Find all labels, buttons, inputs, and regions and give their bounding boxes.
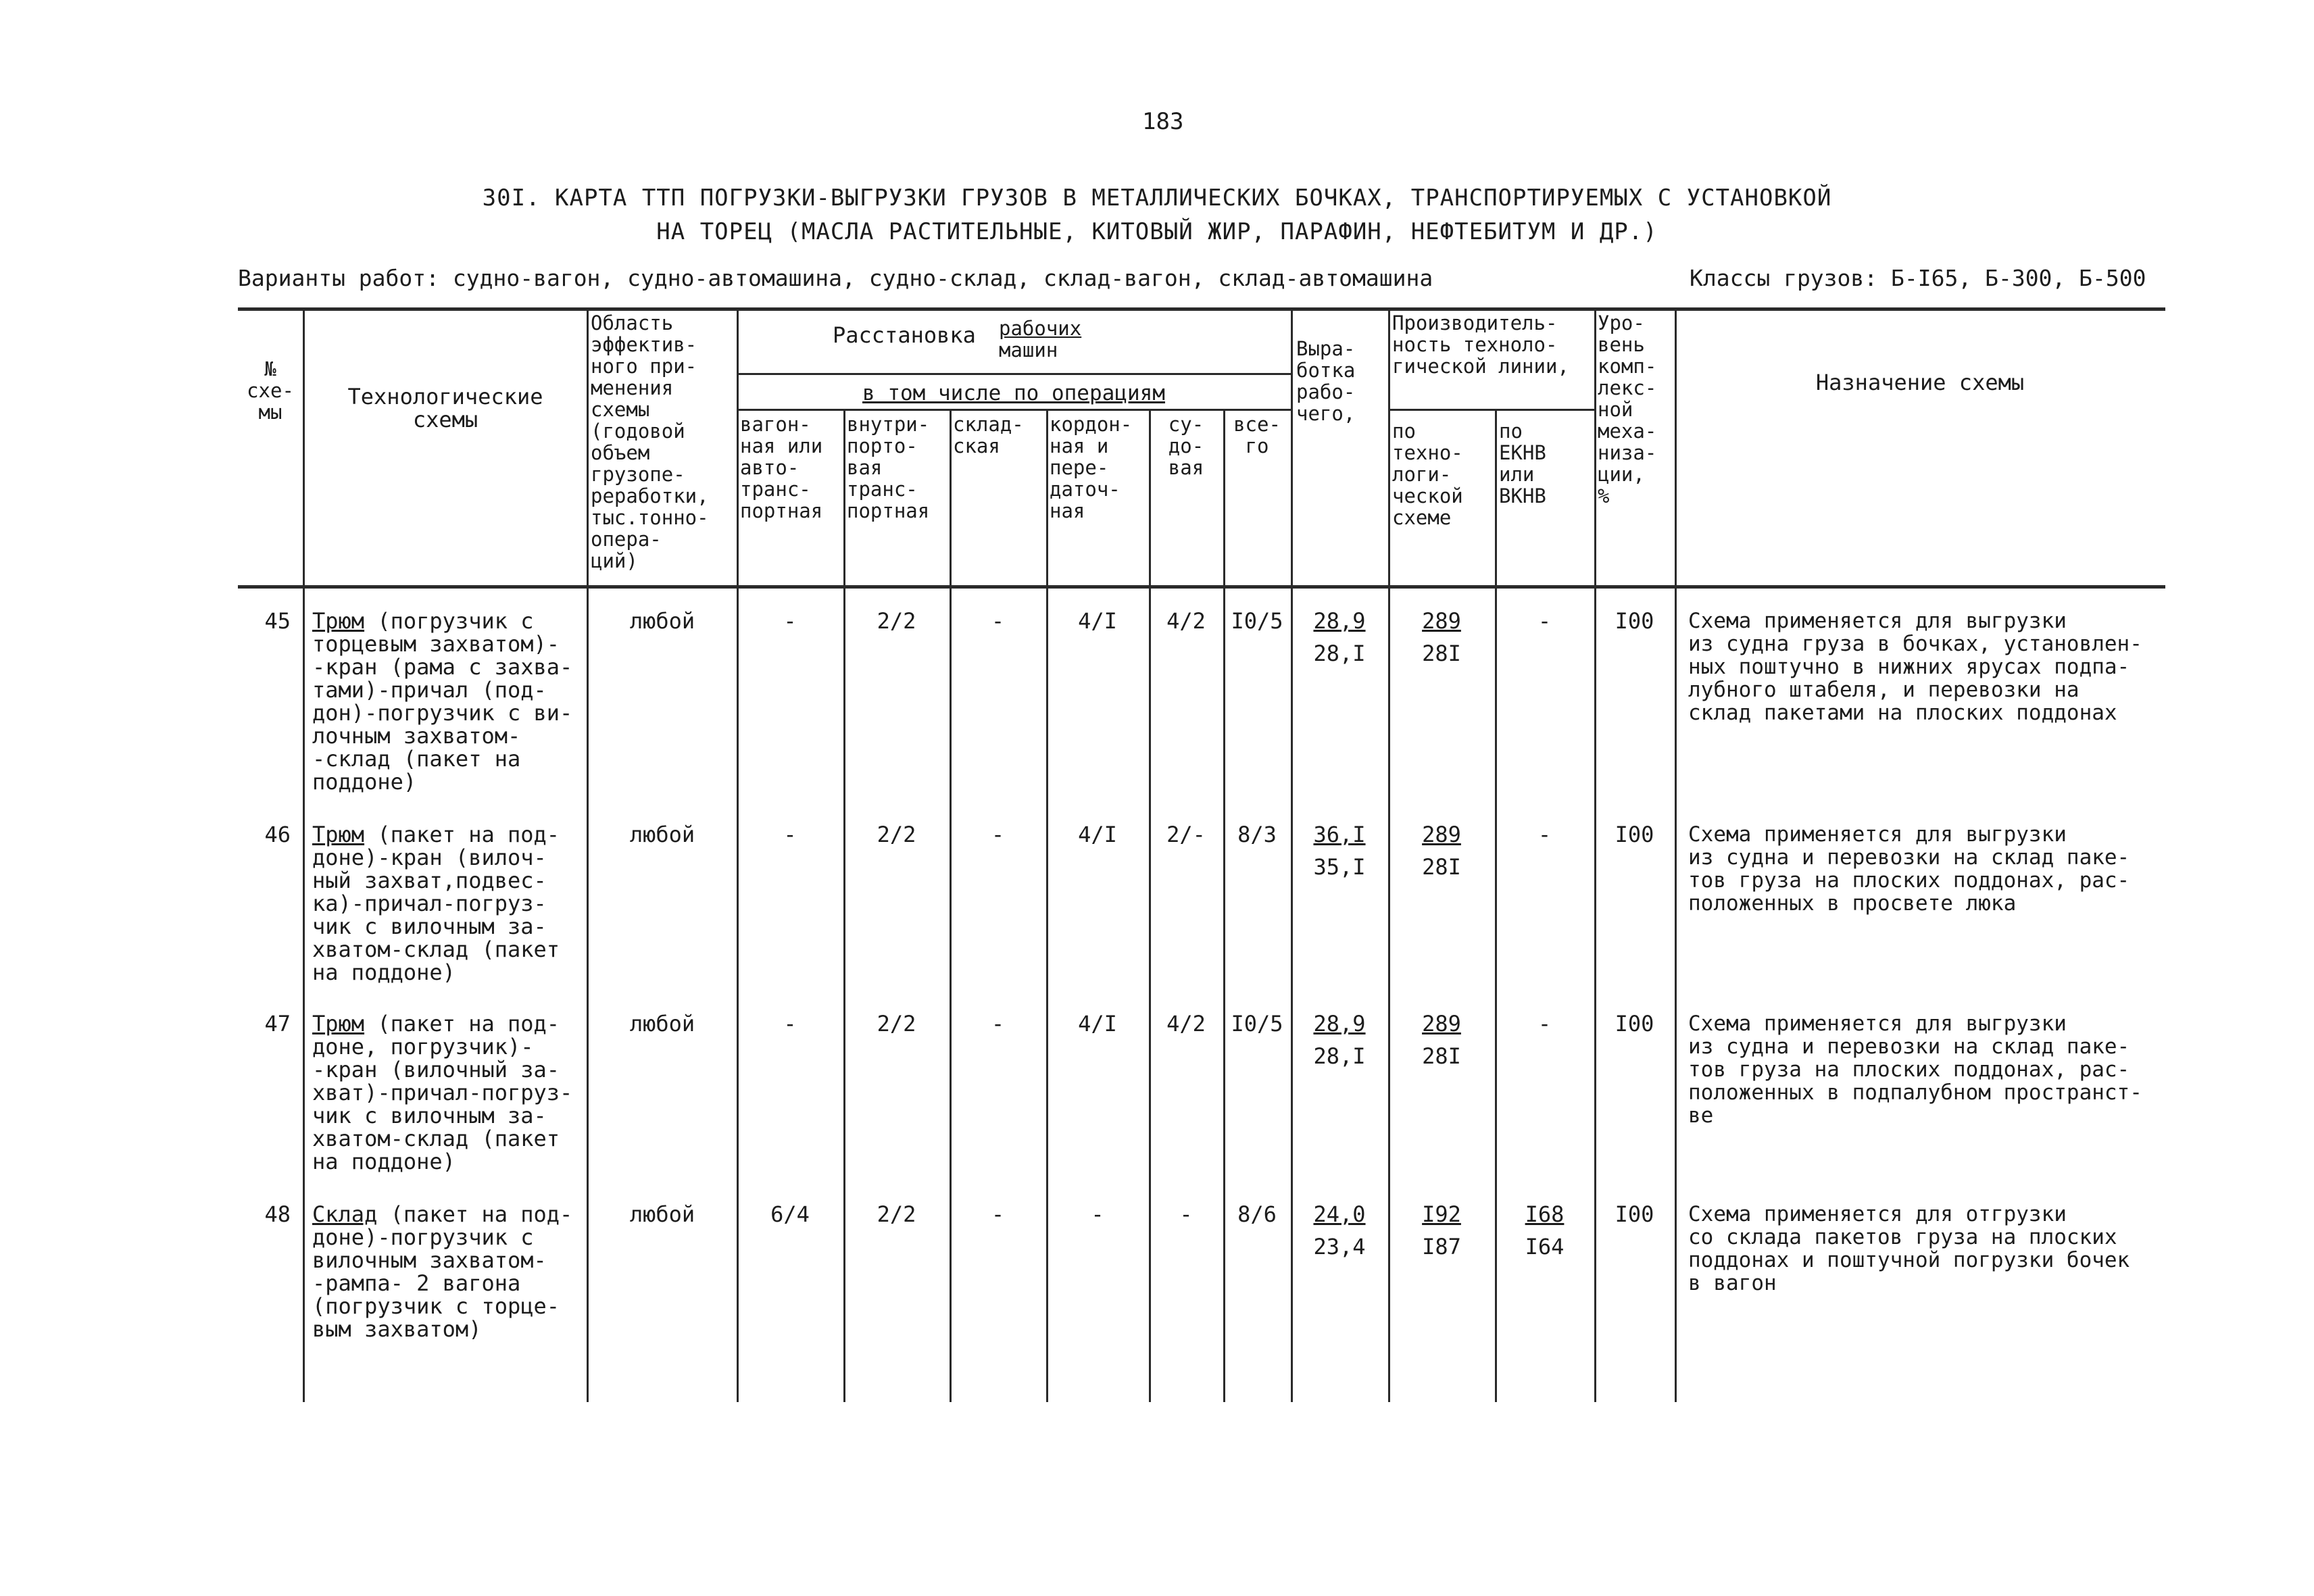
scheme-start-point: Трюм: [312, 822, 365, 847]
header-op-total: все- го: [1233, 413, 1281, 457]
row-op-internal: 2/2: [877, 1201, 916, 1227]
row-scheme-number: 46: [264, 822, 291, 847]
row-prod-scheme-actual: 28I: [1422, 854, 1461, 880]
row-op-storage: -: [991, 1201, 1005, 1227]
scheme-description: (пакет на под- доне, погрузчик)- -кран (вилочный за- хват)-причал-погруз- чик с вилочным за- хватом-склад (пакет на поддоне): [312, 1011, 573, 1174]
header-scheme-number: № схе- мы: [247, 357, 294, 424]
productivity-rule: [1388, 409, 1594, 411]
row-prod-eknv-actual: I64: [1525, 1234, 1565, 1260]
scheme-start-point: Склад: [312, 1201, 378, 1227]
col-divider: [1223, 409, 1225, 1402]
row-purpose: Схема применяется для выгрузки из судна груза в бочках, установлен- ных поштучно в нижних ярусах подпа- лубного штабеля, и перевозки на склад пакетами на плоских поддонах: [1688, 609, 2142, 725]
row-output-rate: 36,I: [1313, 822, 1366, 847]
row-op-total: 8/3: [1237, 822, 1277, 847]
row-op-cordon: 4/I: [1078, 822, 1117, 847]
row-op-ship: 2/-: [1166, 822, 1206, 847]
header-bottom-rule: [238, 585, 2165, 589]
row-prod-eknv: -: [1537, 1011, 1552, 1037]
header-by-operations: в том числе по операциям: [862, 381, 1165, 405]
header-application-area: Область эффектив- ного при- менения схемы (годовой объем грузопе- реработки, тыс.тонно- опера- ций): [591, 311, 709, 572]
row-purpose: Схема применяется для отгрузки со склада пакетов груза на плоских поддонах и поштучной погрузки бочек в вагон: [1688, 1202, 2130, 1295]
row-op-storage: -: [991, 1011, 1005, 1037]
row-prod-eknv: -: [1537, 608, 1552, 634]
row-op-wagon: -: [783, 822, 797, 847]
row-op-internal: 2/2: [877, 608, 916, 634]
row-scheme-text: [312, 1012, 585, 1173]
col-divider: [1149, 409, 1151, 1402]
row-output-actual: 28,I: [1313, 641, 1366, 666]
col-divider: [587, 307, 589, 1402]
row-op-storage: -: [991, 608, 1005, 634]
col-divider: [843, 409, 845, 1402]
row-output-actual: 23,4: [1313, 1234, 1366, 1260]
header-scheme-purpose: Назначение схемы: [1815, 370, 2025, 395]
row-op-wagon: -: [783, 608, 797, 634]
row-op-ship: 4/2: [1166, 1011, 1206, 1037]
row-purpose: Схема применяется для выгрузки из судна и перевозки на склад паке- тов груза на плоских поддонах, рас- положенных в просвете люка: [1688, 822, 2130, 916]
col-divider: [1594, 307, 1596, 1402]
row-mechanization: I00: [1615, 608, 1654, 634]
row-prod-scheme-rate: 289: [1422, 822, 1461, 847]
work-variants: Варианты работ: судно-вагон, судно-автомашина, судно-склад, склад-вагон, склад-автомашина: [238, 265, 1433, 291]
scheme-start-point: Трюм: [312, 608, 365, 634]
card-title-line-2: НА ТОРЕЦ (МАСЛА РАСТИТЕЛЬНЫЕ, КИТОВЫЙ ЖИР, ПАРАФИН, НЕФТЕБИТУМ И ДР.): [656, 218, 1658, 245]
ops-rule: [737, 409, 1291, 411]
row-scheme-number: 47: [264, 1011, 291, 1037]
row-application-area: любой: [629, 1011, 695, 1037]
header-placement-machines: машин: [999, 339, 1058, 361]
row-op-internal: 2/2: [877, 1011, 916, 1037]
scheme-description: (погрузчик с торцевым захватом)- -кран (рама с захва- тами)-причал (под- дон)-погрузчик с ви- лочным захватом- -склад (пакет на поддоне): [312, 608, 573, 795]
row-output-actual: 28,I: [1313, 1043, 1366, 1069]
cargo-classes: Классы грузов: Б-I65, Б-300, Б-500: [1690, 265, 2146, 291]
row-application-area: любой: [629, 608, 695, 634]
row-op-cordon: 4/I: [1078, 608, 1117, 634]
row-output-rate: 24,0: [1313, 1201, 1366, 1227]
row-purpose: Схема применяется для выгрузки из судна и перевозки на склад паке- тов груза на плоских поддонах, рас- положенных в подпалубном пространст- ве: [1688, 1012, 2142, 1128]
row-op-internal: 2/2: [877, 822, 916, 847]
header-placement: Расстановка: [833, 322, 976, 348]
row-prod-eknv: -: [1537, 822, 1552, 847]
header-op-cordon: кордон- ная и пере- даточ- ная: [1050, 413, 1133, 522]
header-technological-schemes: Технологические схемы: [347, 384, 543, 432]
scheme-start-point: Трюм: [312, 1011, 365, 1037]
header-op-internal: внутри- порто- вая транс- портная: [847, 413, 930, 522]
scheme-description: (пакет на под- доне)-кран (вилоч- ный захват,подвес- ка)-причал-погруз- чик с вилочным за- хватом-склад (пакет на поддоне): [312, 822, 560, 985]
header-op-ship: су- до- вая: [1168, 413, 1204, 479]
col-divider: [1675, 307, 1677, 1402]
header-op-storage: склад- ская: [953, 413, 1024, 457]
row-op-ship: -: [1179, 1201, 1193, 1227]
row-output-rate: 28,9: [1313, 608, 1366, 634]
row-op-wagon: 6/4: [770, 1201, 810, 1227]
row-scheme-text: [312, 609, 585, 793]
header-prod-by-eknv: по ЕКНВ или ВКНВ: [1499, 420, 1546, 507]
col-divider: [737, 307, 739, 1402]
row-prod-scheme-actual: 28I: [1422, 641, 1461, 666]
col-divider: [303, 307, 305, 1402]
row-mechanization: I00: [1615, 822, 1654, 847]
row-application-area: любой: [629, 822, 695, 847]
row-output-rate: 28,9: [1313, 1011, 1366, 1037]
row-scheme-number: 45: [264, 608, 291, 634]
row-application-area: любой: [629, 1201, 695, 1227]
row-op-storage: -: [991, 822, 1005, 847]
header-placement-workers: рабочих: [999, 317, 1082, 340]
row-prod-scheme-rate: 289: [1422, 608, 1461, 634]
row-op-ship: 4/2: [1166, 608, 1206, 634]
row-op-total: I0/5: [1231, 1011, 1283, 1037]
row-scheme-text: [312, 823, 585, 984]
col-divider: [1046, 409, 1048, 1402]
header-op-wagon: вагон- ная или авто- транс- портная: [740, 413, 823, 522]
header-worker-output: Выра- ботка рабо- чего,: [1296, 337, 1356, 425]
row-op-wagon: -: [783, 1011, 797, 1037]
row-scheme-text: [312, 1203, 585, 1341]
card-title-line-1: 30I. КАРТА ТТП ПОГРУЗКИ-ВЫГРУЗКИ ГРУЗОВ В МЕТАЛЛИЧЕСКИХ БОЧКАХ, ТРАНСПОРТИРУЕМЫХ С УСТАНОВКОЙ: [482, 184, 1832, 211]
row-prod-scheme-rate: 289: [1422, 1011, 1461, 1037]
col-divider: [950, 409, 952, 1402]
row-prod-scheme-actual: I87: [1422, 1234, 1461, 1260]
header-productivity: Производитель- ность техноло- гической линии,: [1392, 311, 1569, 378]
row-prod-eknv-rate: I68: [1525, 1201, 1565, 1227]
placement-rule: [737, 373, 1291, 375]
scheme-description: (пакет на под- доне)-погрузчик с вилочным захватом- -рампа- 2 вагона (погрузчик с торце- вым захватом): [312, 1201, 573, 1342]
row-op-cordon: 4/I: [1078, 1011, 1117, 1037]
header-mechanization-level: Уро- вень комп- лекс- ной меха- низа- ции, %: [1598, 311, 1657, 507]
row-prod-scheme-actual: 28I: [1422, 1043, 1461, 1069]
header-prod-by-scheme: по техно- логи- ческой схеме: [1392, 420, 1463, 529]
row-op-cordon: -: [1091, 1201, 1104, 1227]
row-scheme-number: 48: [264, 1201, 291, 1227]
row-op-total: I0/5: [1231, 608, 1283, 634]
row-mechanization: I00: [1615, 1011, 1654, 1037]
page-number: 183: [1142, 108, 1184, 135]
row-mechanization: I00: [1615, 1201, 1654, 1227]
row-op-total: 8/6: [1237, 1201, 1277, 1227]
table-top-rule: [238, 307, 2165, 311]
row-prod-scheme-rate: I92: [1422, 1201, 1461, 1227]
row-output-actual: 35,I: [1313, 854, 1366, 880]
